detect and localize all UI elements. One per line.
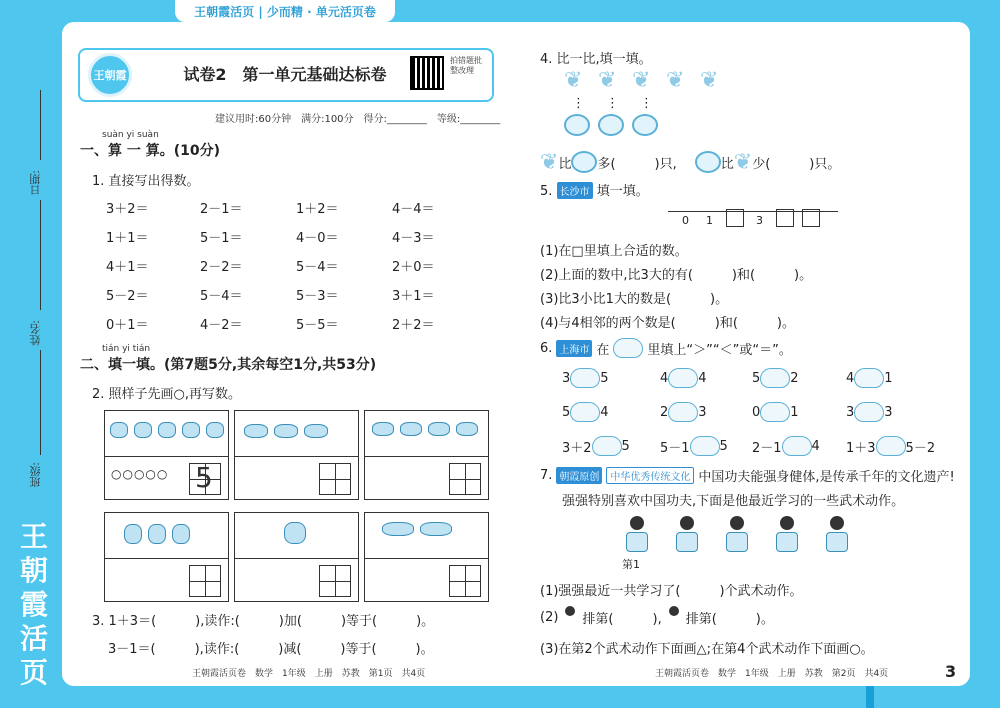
compare-item	[562, 368, 609, 388]
question-2-title: 2. 照样子先画○,再写数。	[92, 387, 242, 402]
qr-caption: 拍错题批整改理	[450, 56, 482, 75]
compare-right: 3	[884, 404, 893, 420]
compare-item	[752, 436, 820, 456]
calc-item: 2＋2＝	[392, 318, 435, 333]
compare-right: 4	[698, 370, 707, 386]
name-label: 姓名:	[29, 320, 42, 346]
compare-item	[660, 402, 707, 422]
question-1-title: 1. 直接写出得数。	[92, 174, 200, 189]
section-2-title: 二、填一填。(第7题5分,其余每空1分,共53分)	[80, 357, 377, 373]
paper-title: 试卷2 第一单元基础达标卷	[183, 65, 387, 84]
compare-item	[846, 368, 893, 388]
q5-title-text: 填一填。	[596, 184, 649, 199]
banana-icon	[382, 522, 414, 536]
q4-text: 少( )只。	[752, 156, 841, 172]
compare-right: 1	[790, 404, 799, 420]
calc-item: 4－2＝	[200, 318, 243, 333]
bubble-icon	[613, 338, 643, 358]
q4-text: 比	[558, 156, 572, 172]
snail-icon	[571, 151, 597, 173]
calc-item: 3＋1＝	[392, 289, 435, 304]
tick-label: 0	[682, 214, 689, 227]
kungfu-icon	[560, 606, 580, 628]
q4-text: 多( )只,	[597, 156, 677, 172]
answer-bubble[interactable]	[854, 402, 884, 422]
compare-right: 5－2	[905, 440, 936, 456]
compare-item	[562, 402, 609, 422]
cake-icon	[158, 422, 176, 438]
compare-item	[660, 368, 707, 388]
compare-left: 5	[752, 370, 761, 386]
calc-item: 1＋1＝	[106, 231, 149, 246]
answer-bubble[interactable]	[876, 436, 906, 456]
region-tag: 上海市	[556, 340, 592, 357]
donut-icon	[244, 424, 268, 438]
original-tag: 朝霞原创	[556, 467, 602, 484]
strawberry-icon	[148, 524, 166, 544]
dots-icon: ⋮	[606, 96, 619, 111]
compare-left: 1＋3	[846, 440, 876, 456]
calc-item: 4－3＝	[392, 231, 435, 246]
brand-tab: 王朝霞活页 | 少而精 · 单元活页卷	[175, 0, 395, 22]
q7-item3: (3)在第2个武术动作下面画△;在第4个武术动作下面画○。	[540, 642, 874, 657]
question-7-title	[540, 466, 955, 485]
butterfly-icon: ❦	[632, 68, 651, 93]
calc-item: 0＋1＝	[106, 318, 149, 333]
question-5-title	[540, 180, 649, 199]
butterfly-icon: ❦	[733, 149, 753, 175]
dots-icon: ⋮	[572, 96, 585, 111]
compare-right: 4	[600, 404, 609, 420]
tick-label: 3	[756, 214, 763, 227]
compare-left: 2－1	[752, 440, 782, 456]
answer-box[interactable]	[776, 209, 794, 227]
question-4-title: 4. 比一比,填一填。	[540, 52, 652, 67]
section-1-title: 一、算 一 算。(10分)	[80, 143, 221, 159]
q7-item2-b: 排第( ),	[582, 611, 662, 627]
butterfly-icon: ❦	[540, 149, 559, 175]
answer-grid[interactable]	[319, 463, 351, 495]
compare-item	[752, 368, 799, 388]
compare-left: 4	[846, 370, 855, 386]
cake-icon	[110, 422, 128, 438]
page-number: 3	[945, 662, 957, 681]
compare-item	[846, 436, 935, 456]
answer-bubble[interactable]	[570, 368, 600, 388]
compare-left: 5	[562, 404, 571, 420]
butterfly-icon: ❦	[564, 68, 583, 93]
compare-right: 4	[811, 438, 820, 454]
compare-left: 0	[752, 404, 761, 420]
answer-bubble[interactable]	[760, 368, 790, 388]
q7-line2: 强强特别喜欢中国功夫,下面是他最近学习的一些武术动作。	[562, 494, 905, 509]
kungfu-icon	[664, 606, 684, 628]
bread-icon	[456, 422, 478, 436]
answer-grid[interactable]	[189, 565, 221, 597]
q5-item: (3)比3小比1大的数是( )。	[540, 292, 729, 307]
footer-left: 王朝霞活页卷 数学 1年级 上册 苏教 第1页 共4页	[192, 669, 426, 679]
donut-icon	[274, 424, 298, 438]
compare-right: 2	[790, 370, 799, 386]
first-label: 第1	[622, 558, 640, 571]
calc-item: 4－0＝	[296, 231, 339, 246]
q7-item2-a: (2)	[540, 609, 559, 625]
compare-left: 3	[562, 370, 571, 386]
vertical-brand: 王朝霞活页	[19, 520, 48, 689]
banana-icon	[420, 522, 452, 536]
cake-icon	[206, 422, 224, 438]
picture-card	[104, 512, 229, 602]
qr-code-icon[interactable]	[410, 56, 444, 90]
kungfu-figure-icon	[672, 516, 702, 552]
strawberry-icon	[172, 524, 190, 544]
margin-line	[40, 200, 41, 310]
calc-item: 5－5＝	[296, 318, 339, 333]
q6-num: 6.	[540, 340, 553, 356]
brand-logo: 王朝霞	[88, 53, 132, 97]
compare-left: 5－1	[660, 440, 690, 456]
question-4-sentence	[540, 150, 840, 174]
answer-box[interactable]	[726, 209, 744, 227]
answer-grid[interactable]	[449, 463, 481, 495]
binding-bar	[866, 686, 874, 708]
compare-right: 5	[621, 438, 630, 454]
calc-item: 5－2＝	[106, 289, 149, 304]
q5-num: 5.	[540, 184, 553, 199]
calc-item: 5－1＝	[200, 231, 243, 246]
example-circles: ○○○○○	[111, 467, 169, 481]
question-3-line1: 3. 1＋3＝( ),读作:( )加( )等于( )。	[92, 614, 435, 629]
q5-item: (4)与4相邻的两个数是( )和( )。	[540, 316, 795, 331]
compare-right: 1	[884, 370, 893, 386]
cake-icon	[134, 422, 152, 438]
compare-right: 5	[600, 370, 609, 386]
bread-icon	[428, 422, 450, 436]
calc-item: 5－4＝	[200, 289, 243, 304]
answer-bubble[interactable]	[854, 368, 884, 388]
answer-bubble[interactable]	[592, 436, 622, 456]
calc-item: 2＋0＝	[392, 260, 435, 275]
question-6-title	[540, 338, 792, 358]
exam-meta: 建议用时:60分钟 满分:100分 得分:________ 等级:________	[215, 114, 501, 125]
calc-item: 4＋1＝	[106, 260, 149, 275]
snail-icon	[632, 114, 658, 136]
compare-left: 4	[660, 370, 669, 386]
q5-item: (1)在□里填上合适的数。	[540, 244, 688, 259]
bread-icon	[372, 422, 394, 436]
butterfly-icon: ❦	[700, 68, 719, 93]
donut-icon	[304, 424, 328, 438]
calc-item: 4－4＝	[392, 202, 435, 217]
calc-item: 2－1＝	[200, 202, 243, 217]
example-digit: 5	[195, 461, 213, 494]
compare-left: 3	[846, 404, 855, 420]
q7-item1: (1)强强最近一共学习了( )个武术动作。	[540, 584, 803, 599]
q6-title-a: 在	[596, 342, 610, 358]
question-3-line2: 3－1＝( ),读作:( )减( )等于( )。	[108, 642, 434, 657]
header-box	[78, 48, 494, 102]
compare-right: 3	[698, 404, 707, 420]
margin-line	[40, 350, 41, 455]
q4-text: 比	[720, 156, 734, 172]
answer-bubble[interactable]	[668, 368, 698, 388]
region-tag: 长沙市	[557, 182, 593, 199]
tick-label: 1	[706, 214, 713, 227]
butterfly-icon: ❦	[666, 68, 685, 93]
snail-icon	[564, 114, 590, 136]
pinyin: suàn yi suàn	[102, 130, 159, 140]
dots-icon: ⋮	[640, 96, 653, 111]
snail-icon	[695, 151, 721, 173]
culture-tag: 中华优秀传统文化	[606, 467, 694, 484]
q7-num: 7.	[540, 468, 553, 483]
answer-bubble[interactable]	[782, 436, 812, 456]
calc-item: 1＋2＝	[296, 202, 339, 217]
cake-icon	[182, 422, 200, 438]
calc-item: 3＋2＝	[106, 202, 149, 217]
butterfly-icon: ❦	[598, 68, 617, 93]
snail-icon	[598, 114, 624, 136]
answer-bubble[interactable]	[690, 436, 720, 456]
answer-bubble[interactable]	[668, 402, 698, 422]
strawberry-icon	[124, 524, 142, 544]
compare-left: 2	[660, 404, 669, 420]
kungfu-figure-icon	[772, 516, 802, 552]
answer-grid[interactable]	[449, 565, 481, 597]
calc-item: 5－3＝	[296, 289, 339, 304]
compare-item	[752, 402, 799, 422]
footer-right: 王朝霞活页卷 数学 1年级 上册 苏教 第2页 共4页	[655, 669, 889, 679]
calc-item: 5－4＝	[296, 260, 339, 275]
pinyin: tián yi tián	[102, 344, 151, 354]
answer-bubble[interactable]	[570, 402, 600, 422]
answer-grid[interactable]	[319, 565, 351, 597]
compare-item	[562, 436, 630, 456]
compare-left: 3＋2	[562, 440, 592, 456]
q6-title-b: 里填上“＞”“＜”或“＝”。	[647, 342, 792, 358]
kungfu-figure-icon	[822, 516, 852, 552]
q7-line1: 中国功夫能强身健体,是传承千年的文化遗产!	[698, 470, 955, 485]
peach-icon	[284, 522, 306, 544]
compare-right: 5	[719, 438, 728, 454]
answer-box[interactable]	[802, 209, 820, 227]
kungfu-figure-icon	[622, 516, 652, 552]
bread-icon	[400, 422, 422, 436]
compare-item	[660, 436, 728, 456]
compare-item	[846, 402, 893, 422]
class-label: 班级:	[29, 462, 42, 488]
calc-item: 2－2＝	[200, 260, 243, 275]
q7-item2	[540, 606, 774, 628]
answer-bubble[interactable]	[760, 402, 790, 422]
q5-item: (2)上面的数中,比3大的有( )和( )。	[540, 268, 813, 283]
date-label: 日期:	[29, 170, 42, 196]
kungfu-figure-icon	[722, 516, 752, 552]
q7-item2-c: 排第( )。	[685, 611, 774, 627]
margin-line	[40, 90, 41, 160]
